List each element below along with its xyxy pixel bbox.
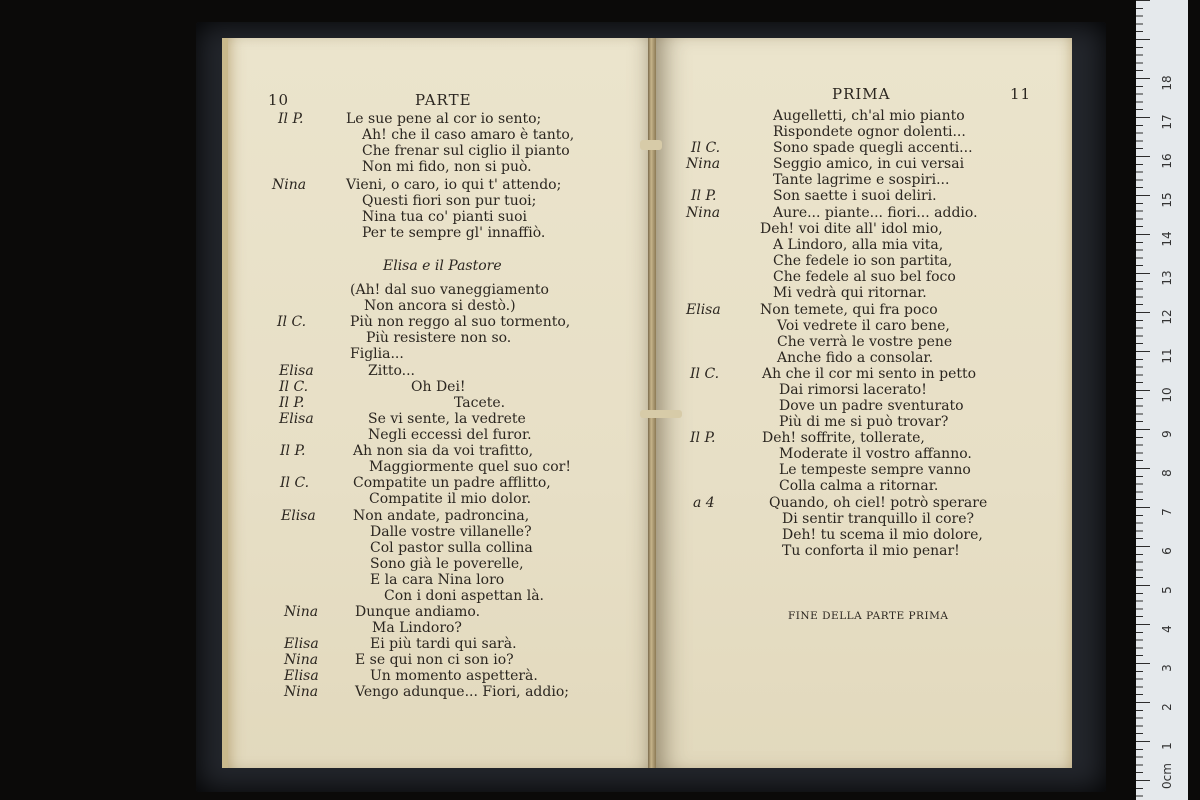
verse-line: Sono già le poverelle, xyxy=(370,556,524,572)
ruler-mark: 17 xyxy=(1160,114,1174,130)
speaker-label: Il P. xyxy=(690,430,716,446)
ruler-mark: 3 xyxy=(1160,664,1174,672)
speaker-label: Il P. xyxy=(280,443,306,459)
ruler-mark: 1 xyxy=(1160,742,1174,750)
left-running-header: PARTE xyxy=(415,91,472,109)
ruler-mark: 6 xyxy=(1160,547,1174,555)
speaker-label: Nina xyxy=(686,205,721,221)
verse-line: Non ancora si destò.) xyxy=(364,298,516,314)
verse-line: Vieni, o caro, io qui t' attendo; xyxy=(346,177,562,193)
speaker-label: Nina xyxy=(284,684,319,700)
ruler-mark: 9 xyxy=(1160,430,1174,438)
ruler-mark: 7 xyxy=(1160,508,1174,516)
verse-line: Ah non sia da voi trafitto, xyxy=(353,443,534,459)
verse-line: Più resistere non so. xyxy=(366,330,512,346)
verse-line: Mi vedrà qui ritornar. xyxy=(773,285,927,301)
verse-line: Tu conforta il mio penar! xyxy=(782,543,960,559)
verse-line: Ei più tardi qui sarà. xyxy=(370,636,517,652)
verse-line: Compatite il mio dolor. xyxy=(369,491,532,507)
speaker-label: Elisa xyxy=(284,668,319,684)
verse-line: Deh! voi dite all' idol mio, xyxy=(760,221,943,237)
verse-line: Oh Dei! xyxy=(411,379,466,395)
verse-line: Questi fiori son pur tuoi; xyxy=(362,193,537,209)
verse-line: Augelletti, ch'al mio pianto xyxy=(773,108,965,124)
ruler-mark: 15 xyxy=(1160,192,1174,208)
speaker-label: Elisa xyxy=(281,508,316,524)
verse-line: Dove un padre sventurato xyxy=(779,398,964,414)
ruler-mark: 14 xyxy=(1160,231,1174,247)
ruler-mark: 12 xyxy=(1160,309,1174,325)
speaker-label: Il C. xyxy=(279,379,309,395)
verse-line: Maggiormente quel suo cor! xyxy=(369,459,572,475)
verse-line: Non andate, padroncina, xyxy=(353,508,530,524)
verse-line: Per te sempre gl' innaffiò. xyxy=(362,225,546,241)
verse-line: Un momento aspetterà. xyxy=(370,668,538,684)
verse-line: Figlia... xyxy=(350,346,404,362)
verse-line: Colla calma a ritornar. xyxy=(779,478,939,494)
verse-line: Negli eccessi del furor. xyxy=(368,427,532,443)
verse-line: Non temete, qui fra poco xyxy=(760,302,938,318)
speaker-label: Il C. xyxy=(280,475,310,491)
verse-line: E la cara Nina loro xyxy=(370,572,505,588)
verse-line: E se qui non ci son io? xyxy=(355,652,514,668)
verse-line: Rispondete ognor dolenti... xyxy=(773,124,966,140)
speaker-label: Il C. xyxy=(690,366,720,382)
speaker-label: Nina xyxy=(284,604,319,620)
verse-line: Deh! tu scema il mio dolore, xyxy=(782,527,983,543)
verse-line: Più non reggo al suo tormento, xyxy=(350,314,571,330)
verse-line: Quando, oh ciel! potrò sperare xyxy=(769,495,988,511)
verse-line: Anche fido a consolar. xyxy=(777,350,934,366)
right-running-header: PRIMA xyxy=(832,85,891,103)
verse-line: Che fedele io son partita, xyxy=(773,253,953,269)
verse-line: Son saette i suoi deliri. xyxy=(773,188,937,204)
ruler-mark: 2 xyxy=(1160,703,1174,711)
verse-line: Se vi sente, la vedrete xyxy=(368,411,526,427)
verse-line: Ah che il cor mi sento in petto xyxy=(762,366,977,382)
verse-line: Moderate il vostro affanno. xyxy=(779,446,972,462)
speaker-label: Elisa xyxy=(279,411,314,427)
verse-line: Ah! che il caso amaro è tanto, xyxy=(362,127,575,143)
speaker-label: Il P. xyxy=(278,111,304,127)
verse-line: Dunque andiamo. xyxy=(355,604,481,620)
verse-line: Le tempeste sempre vanno xyxy=(779,462,971,478)
ruler-unit-label: 0cm xyxy=(1160,763,1174,789)
verse-line: Che fedele al suo bel foco xyxy=(773,269,956,285)
speaker-label: Nina xyxy=(284,652,319,668)
verse-line: Dai rimorsi lacerato! xyxy=(779,382,927,398)
verse-line: Sono spade quegli accenti... xyxy=(773,140,973,156)
verse-line: Tacete. xyxy=(454,395,506,411)
left-page-number: 10 xyxy=(268,91,290,109)
measuring-ruler xyxy=(1136,0,1188,800)
binding-thread-top xyxy=(640,140,662,150)
verse-line: Con i doni aspettan là. xyxy=(384,588,544,604)
verse-line: Col pastor sulla collina xyxy=(370,540,533,556)
speaker-label: Il P. xyxy=(691,188,717,204)
verse-line: Di sentir tranquillo il core? xyxy=(782,511,975,527)
speaker-label: Il P. xyxy=(279,395,305,411)
ruler-mark: 8 xyxy=(1160,469,1174,477)
verse-line: Le sue pene al cor io sento; xyxy=(346,111,542,127)
verse-line: Tante lagrime e sospiri... xyxy=(773,172,950,188)
scene-heading: Elisa e il Pastore xyxy=(383,258,502,274)
binding-thread-middle xyxy=(640,410,682,418)
verse-line: Aure... piante... fiori... addio. xyxy=(773,205,978,221)
speaker-label: a 4 xyxy=(693,495,715,511)
ruler-ticks xyxy=(1136,0,1150,800)
verse-line: Che frenar sul ciglio il pianto xyxy=(362,143,570,159)
ruler-mark: 13 xyxy=(1160,270,1174,286)
verse-line: Ma Lindoro? xyxy=(372,620,462,636)
speaker-label: Elisa xyxy=(279,363,314,379)
speaker-label: Nina xyxy=(272,177,307,193)
ruler-mark: 5 xyxy=(1160,586,1174,594)
ruler-mark: 10 xyxy=(1160,387,1174,403)
verse-line: Voi vedrete il caro bene, xyxy=(777,318,950,334)
verse-line: Non mi fido, non si può. xyxy=(362,159,532,175)
verse-line: Che verrà le vostre pene xyxy=(777,334,953,350)
verse-line: Seggio amico, in cui versai xyxy=(773,156,965,172)
verse-line: Più di me si può trovar? xyxy=(779,414,949,430)
speaker-label: Elisa xyxy=(686,302,721,318)
ruler-mark: 16 xyxy=(1160,153,1174,169)
verse-line: A Lindoro, alla mia vita, xyxy=(773,237,944,253)
verse-line: Zitto... xyxy=(368,363,415,379)
ruler-mark: 4 xyxy=(1160,625,1174,633)
verse-line: Nina tua co' pianti suoi xyxy=(362,209,528,225)
right-page-number: 11 xyxy=(1010,85,1032,103)
end-of-part-note: FINE DELLA PARTE PRIMA xyxy=(788,610,949,622)
verse-line: (Ah! dal suo vaneggiamento xyxy=(350,282,549,298)
verse-line: Vengo adunque... Fiori, addio; xyxy=(355,684,569,700)
ruler-mark: 11 xyxy=(1160,348,1174,364)
verse-line: Compatite un padre afflitto, xyxy=(353,475,551,491)
ruler-mark: 18 xyxy=(1160,75,1174,91)
verse-line: Deh! soffrite, tollerate, xyxy=(762,430,925,446)
speaker-label: Nina xyxy=(686,156,721,172)
verse-line: Dalle vostre villanelle? xyxy=(370,524,532,540)
speaker-label: Il C. xyxy=(691,140,721,156)
speaker-label: Elisa xyxy=(284,636,319,652)
speaker-label: Il C. xyxy=(277,314,307,330)
